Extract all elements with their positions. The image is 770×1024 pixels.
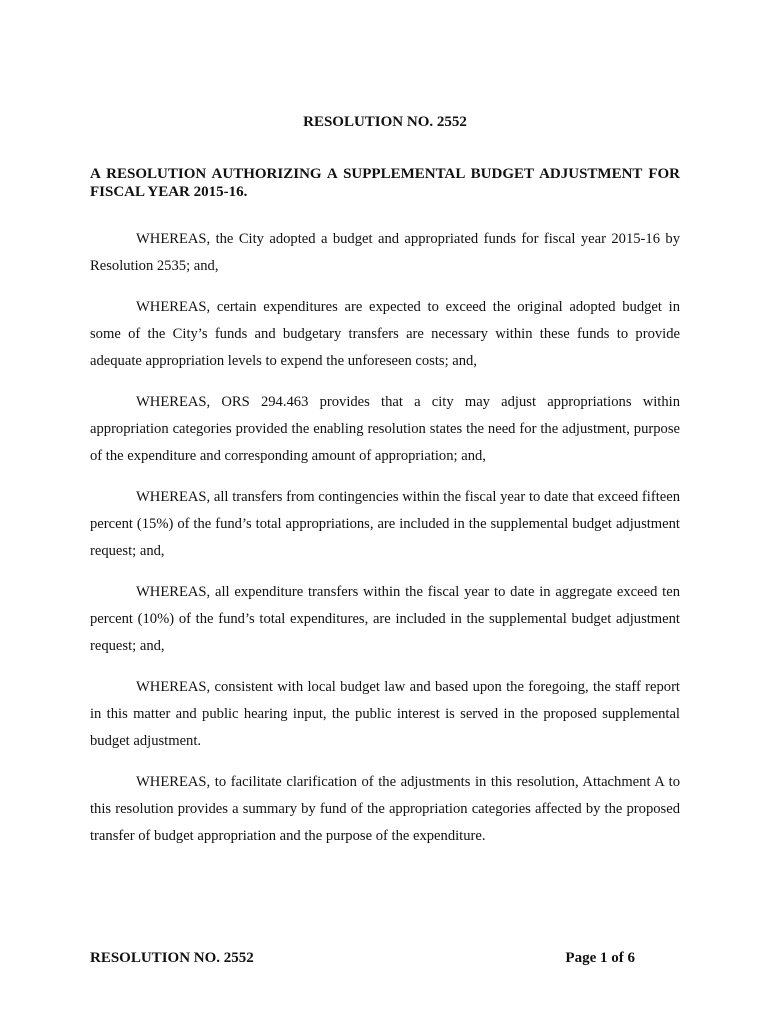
page-number: Page 1 of 6 <box>565 950 635 966</box>
paragraph-whereas-3: WHEREAS, ORS 294.463 provides that a city may adjust appropriations within appropriation categories provided the enabling resolution states the need for the adjustment, purpose of the expenditure and corresponding amount of appropriation; and, <box>90 394 680 464</box>
footer-resolution-number: RESOLUTION NO. 2552 <box>90 950 254 966</box>
paragraph-whereas-5: WHEREAS, all expenditure transfers within the fiscal year to date in aggregate exceed ten percent (10%) of the fund’s total expenditures, are included in the supplemental budget adjustment request; and, <box>90 584 680 654</box>
paragraph-whereas-6: WHEREAS, consistent with local budget law and based upon the foregoing, the staff report in this matter and public hearing input, the public interest is served in the proposed supplemental budget adjustment. <box>90 679 680 749</box>
paragraph-whereas-2: WHEREAS, certain expenditures are expected to exceed the original adopted budget in some of the City’s funds and budgetary transfers are necessary within these funds to provide adequate appropriation levels to expend the unforeseen costs; and, <box>90 299 680 369</box>
paragraph-whereas-1: WHEREAS, the City adopted a budget and appropriated funds for fiscal year 2015-16 by Resolution 2535; and, <box>90 231 680 274</box>
document-subtitle: A RESOLUTION AUTHORIZING A SUPPLEMENTAL BUDGET ADJUSTMENT FOR FISCAL YEAR 2015-16. <box>90 166 680 200</box>
document-title: RESOLUTION NO. 2552 <box>303 114 467 130</box>
document-body <box>90 226 680 864</box>
paragraph-whereas-7: WHEREAS, to facilitate clarification of the adjustments in this resolution, Attachment A to this resolution provides a summary by fund of the appropriation categories affected by the proposed transfer of budget appropriation and the purpose of the expenditure. <box>90 774 680 844</box>
paragraph-whereas-4: WHEREAS, all transfers from contingencies within the fiscal year to date that exceed fifteen percent (15%) of the fund’s total appropriations, are included in the supplemental budget adjustment request; and, <box>90 489 680 559</box>
